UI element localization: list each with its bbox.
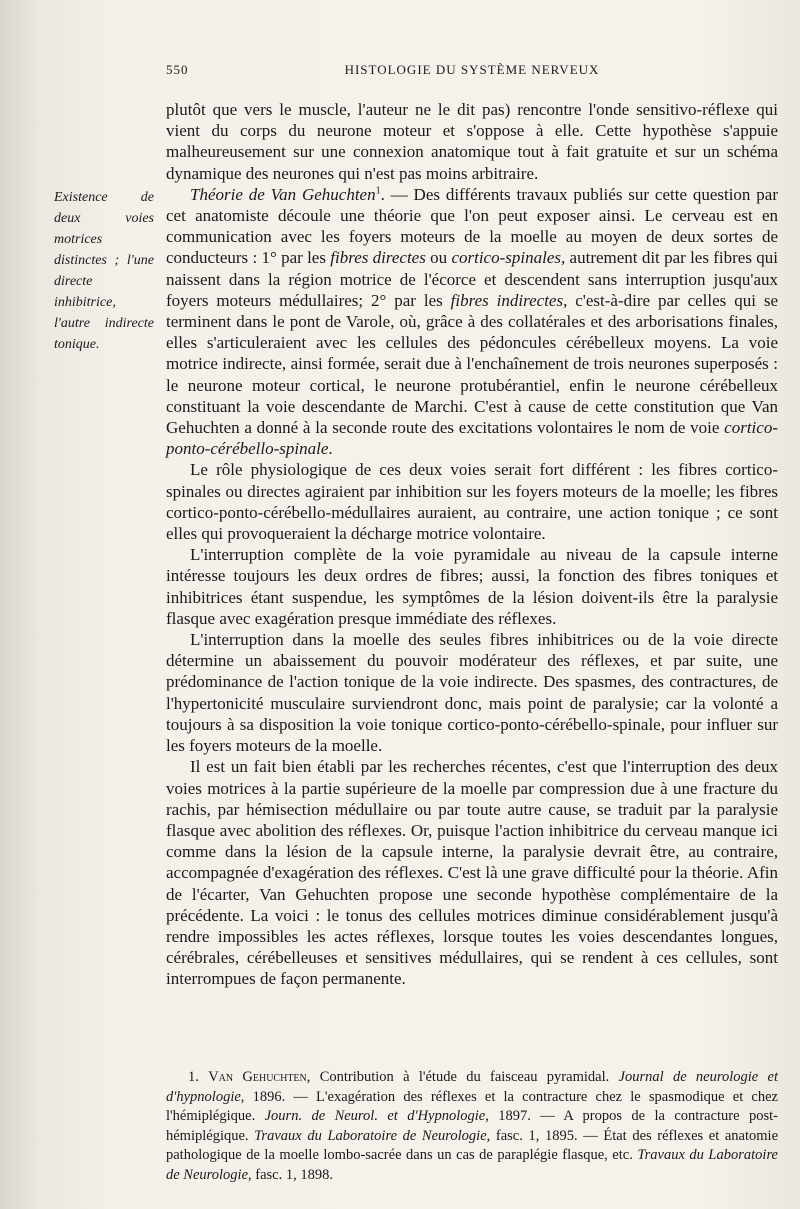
running-title: HISTOLOGIE DU SYSTÈME NERVEUX [344,62,600,77]
text-run: ou [425,248,452,268]
text-run: , autrement dit par les fibres qui naissent dans la région motrice de l'écorce et descendent sans interruption jusqu'aux foyers moteurs médullaires; 2° par les [166,248,778,310]
paragraph-interruption-complete: L'interruption complète de la voie pyramidale au niveau de la capsule interne intéresse toujours les deux ordres de fibres; aussi, la fonction des fibres toniques et inhibitrices étant suspendue, les symptômes de la lésion doivent-ils être la paralysie flasque avec exagération presque immédiate des réflexes. [166,545,778,628]
term-fibres-directes: fibres directes [330,248,426,268]
main-text [166,99,778,990]
text-run: , 1897. — A propos de la contracture post-hémiplégique. [166,1108,778,1144]
journal-title: Journal de neurologie et d'hypnologie [166,1069,778,1105]
text-run: . — Des différents travaux publiés sur cette question par cet anatomiste découle une théorie que l'on peut exposer ainsi. Le cerveau est en communication avec les foyers moteurs de la moelle au moyen de deux sortes de conducteurs : 1° par les [166,184,778,268]
text-run: , fasc. 1, 1898. [248,1166,333,1183]
paragraph-continued: plutôt que vers le muscle, l'auteur ne le dit pas) rencontre l'onde sensitivo-réflexe qui vient du corps du neurone moteur et s'oppose à elle. Cette hypothèse s'appuie malheureusement sur une connexion anatomique tout à fait gratuite et sur un schéma dynamique des neurones qui n'est pas moins arbitraire. [166,100,778,183]
paragraph-fait-etabli: Il est un fait bien établi par les recherches récentes, c'est que l'interruption des deux voies motrices à la partie supérieure de la moelle par compression due à une fracture du rachis, par hémisection médullaire ou par toute autre cause, se traduit par la paralysie flasque avec abolition des réflexes. Or, puisque l'action inhibitrice du cerveau manque ici comme dans la lésion de la capsule interne, la paralysie devrait être, au contraire, accompagnée d'exagération des réflexes. C'est là une grave difficulté pour la théorie. Afin de l'écarter, Van Gehuchten propose une seconde hypothèse complémentaire de la précédente. La voici : le tonus des cellules motrices diminue considérablement jusqu'à rendre impossibles les actes réflexes, lorsque toutes les voies descendantes longues, cérébrales, cérébelleuses et sensitives médullaires, qui se rendent à ces cellules, sont interrompues de façon permanente. [166,757,778,989]
text-run: , fasc. 1, 1895. — État des réflexes et anatomie pathologique de la moelle lombo-sacrée dans un cas de paraplégie flasque, etc. [166,1127,779,1163]
section-title: Théorie de Van Gehuchten [190,184,376,204]
footnote-ref: 1 [375,185,381,197]
paragraph-van-gehuchten-theory [166,184,778,460]
footnote-author: Van Gehuchten [208,1069,307,1085]
paragraph-interruption-moelle: L'interruption dans la moelle des seules fibres inhibitrices ou de la voie directe détermine un abaissement du pouvoir modérateur des réflexes, et par suite, une prédominance de l'action tonique de la voie indirecte. Des spasmes, des contractures, de l'hypertonicité musculaire surviendront donc, mais point de paralysie; car la volonté a toujours à sa disposition la voie tonique cortico-ponto-cérébello-spinale, pour influer sur les foyers moteurs de la moelle. [166,630,778,756]
journal-title: Travaux du Laboratoire de Neurologie [254,1127,487,1144]
term-cortico-spinales: cortico-spinales [451,248,561,268]
page-header [166,62,778,82]
text-run: . [328,439,333,459]
paragraph-role-physiologique: Le rôle physiologique de ces deux voies serait fort différent : les fibres cortico-spinales ou directes agiraient par inhibition sur les foyers moteurs de la moelle; les fibres cortico-ponto-cérébello-médullaires auraient, au contraire, une action tonique ; ce sont elles qui provoqueraient la décharge motrice volontaire. [166,460,778,544]
page-number: 550 [166,62,189,77]
footnote-1 [166,1068,778,1185]
margin-note: Existence de deux voies motrices distinctes ; l'une directe inhibitrice, l'autre indirecte tonique. [54,190,154,352]
footnote-number: 1. [188,1069,199,1085]
term-voie-name: cortico-ponto-cérébello-spinale [166,418,778,459]
text-run: , Contribution à l'étude du faisceau pyramidal. [306,1069,619,1085]
journal-title: Journ. de Neurol. et d'Hypnologie [264,1108,486,1124]
text-run: , 1896. — L'exagération des réflexes et la contracture chez le spasmodique et chez l'hémiplégique. [166,1088,778,1124]
footnotes [166,1068,778,1185]
term-fibres-indirectes: fibres indirectes [450,290,564,310]
journal-title: Travaux du Laboratoire de Neurologie [166,1147,778,1183]
text-run: , c'est-à-dire par celles qui se terminent dans le pont de Varole, où, grâce à des collatérales et des arborisations finales, elles s'articuleraient avec les cellules des pédoncules cérébelleux moyens. La voie motrice indirecte, ainsi formée, serait due à l'enchaînement de trois neurones superposés : le neurone moteur cortical, le neurone protubérantiel, enfin le neurone cérébelleux constituant la voie descendante de Marchi. C'est à cause de cette constitution que Van Gehuchten a donné à la seconde route des excitations volontaires le nom de voie [166,290,778,438]
